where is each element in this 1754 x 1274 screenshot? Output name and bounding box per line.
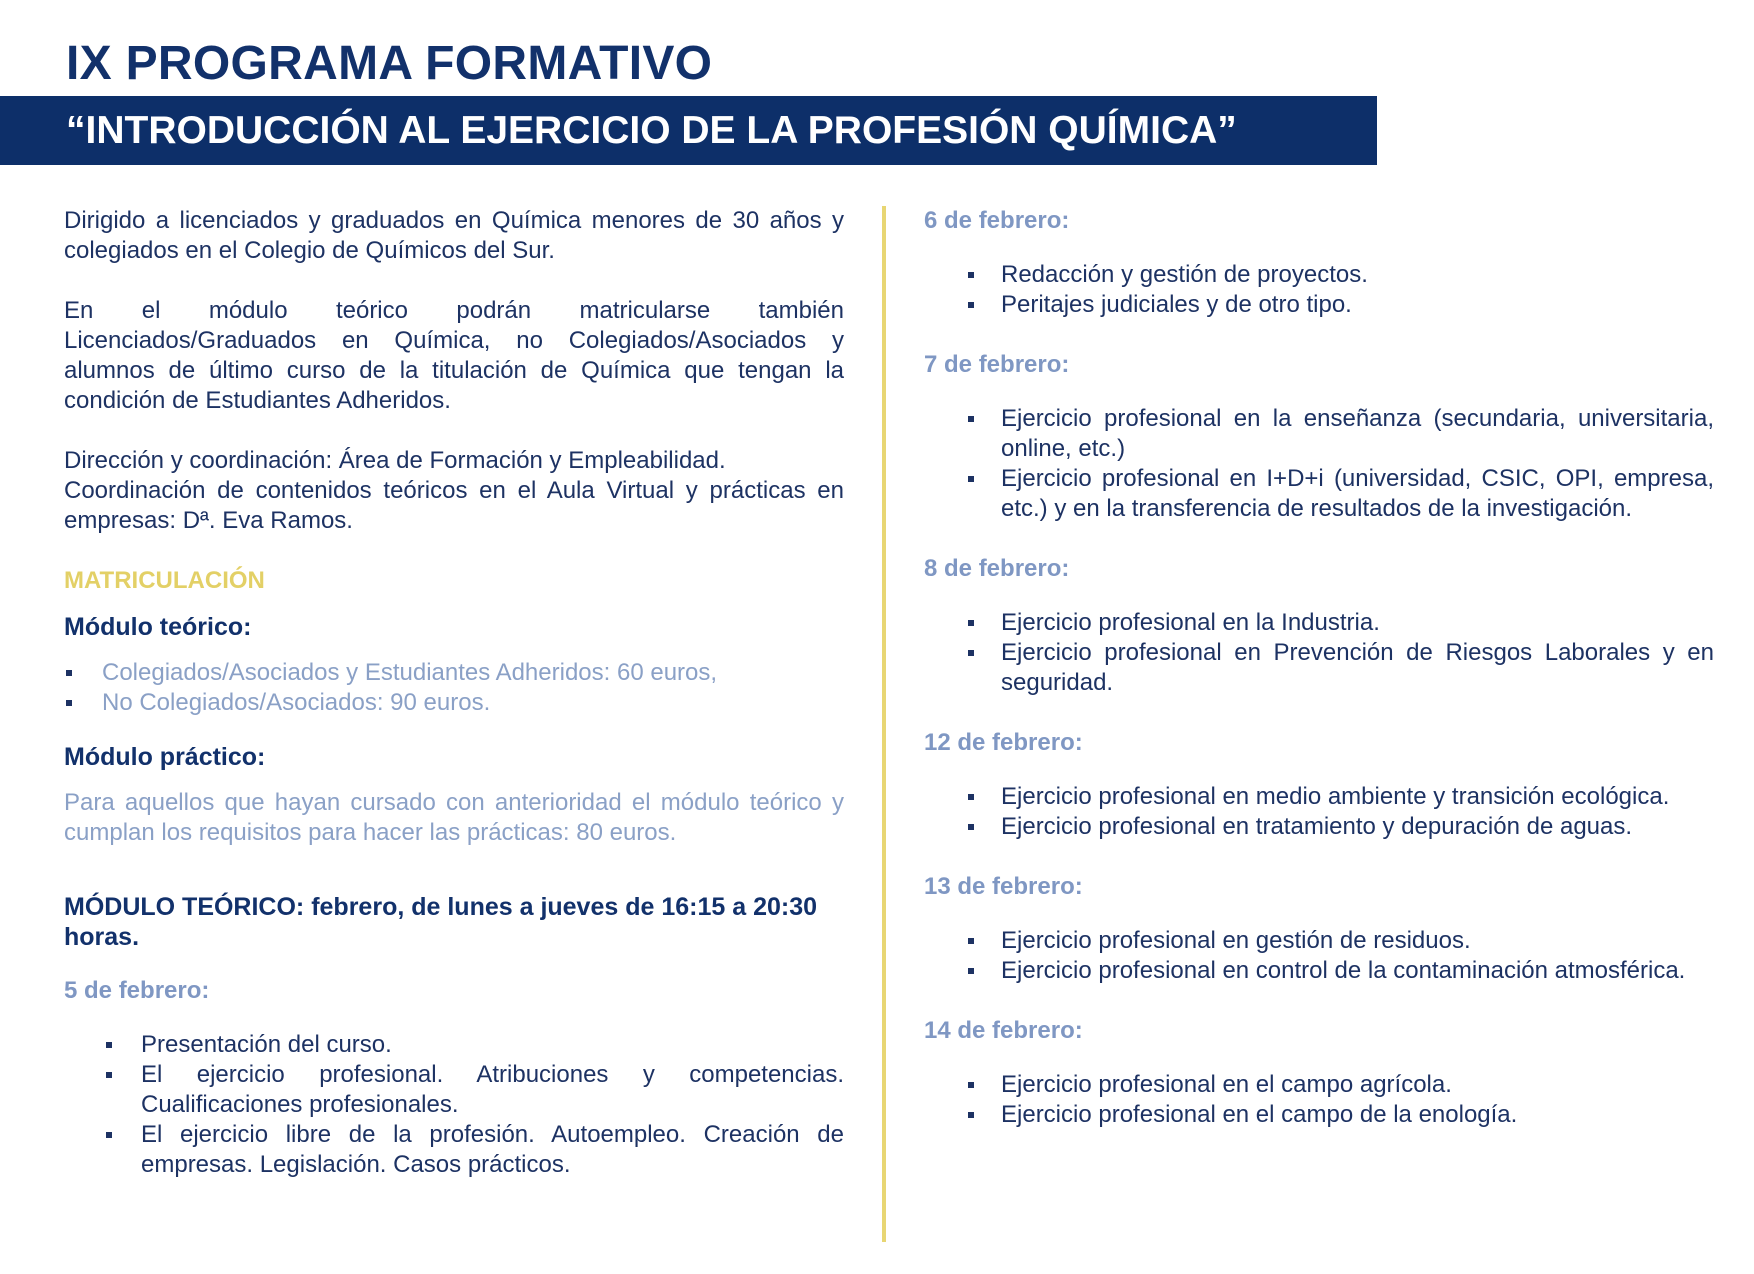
list-item: Ejercicio profesional en el campo agrícola. (924, 1070, 1714, 1100)
right-column (924, 206, 1714, 1130)
list-item: Ejercicio profesional en tratamiento y depuración de aguas. (924, 812, 1714, 842)
direction-text: Dirección y coordinación: Área de Formación y Empleabilidad. (64, 447, 726, 474)
day-items-feb-12 (924, 782, 1714, 842)
subtitle-banner: “INTRODUCCIÓN AL EJERCICIO DE LA PROFESIÓN QUÍMICA” (0, 96, 1377, 165)
day-heading-feb-5: 5 de febrero: (64, 977, 210, 1004)
bullet-icon (968, 650, 974, 656)
day-heading-feb-13: 13 de febrero: (924, 873, 1083, 900)
list-item: Ejercicio profesional en medio ambiente y transición ecológica. (924, 782, 1714, 812)
bullet-icon (106, 1072, 112, 1078)
day-heading-feb-12: 12 de febrero: (924, 729, 1083, 756)
bullet-icon (968, 476, 974, 482)
practice-module-heading: Módulo práctico: (64, 743, 266, 771)
list-item: Ejercicio profesional en la Industria. (924, 608, 1714, 638)
intro-paragraph-1: Dirigido a licenciados y graduados en Química menores de 30 años y colegiados en el Colegio de Químicos del Sur. (64, 207, 844, 264)
bullet-icon (968, 302, 974, 308)
page-title: IX PROGRAMA FORMATIVO (66, 37, 713, 90)
day-items-feb-5 (64, 1030, 844, 1180)
theory-fees-list (64, 658, 844, 718)
bullet-icon (968, 824, 974, 830)
list-item: Ejercicio profesional en Prevención de Riesgos Laborales y en seguridad. (924, 638, 1714, 698)
list-item: Peritajes judiciales y de otro tipo. (924, 290, 1714, 320)
bullet-icon (968, 794, 974, 800)
bullet-icon (968, 968, 974, 974)
list-item: El ejercicio libre de la profesión. Autoempleo. Creación de empresas. Legislación. Casos prácticos. (64, 1120, 844, 1180)
list-item: Ejercicio profesional en la enseñanza (secundaria, universitaria, online, etc.) (924, 404, 1714, 464)
list-item: Ejercicio profesional en gestión de residuos. (924, 926, 1714, 956)
column-divider (882, 206, 886, 1242)
day-items-feb-6 (924, 260, 1714, 320)
coordination-text: Coordinación de contenidos teóricos en el Aula Virtual y prácticas en empresas: Dª. Eva Ramos. (64, 477, 844, 534)
list-item: Ejercicio profesional en I+D+i (universidad, CSIC, OPI, empresa, etc.) y en la transferencia de resultados de la investigación. (924, 464, 1714, 524)
bullet-icon (968, 272, 974, 278)
day-items-feb-8 (924, 608, 1714, 698)
bullet-icon (968, 1082, 974, 1088)
intro-paragraph-2: En el módulo teórico podrán matricularse también Licenciados/Graduados en Química, no Colegiados/Asociados y alumnos de último curso de la titulación de Química que tengan la condición de Estudiantes Adheridos. (64, 297, 844, 414)
list-item: Presentación del curso. (64, 1030, 844, 1060)
left-column (64, 206, 844, 1180)
bullet-icon (66, 700, 72, 706)
bullet-icon (66, 670, 72, 676)
bullet-icon (968, 620, 974, 626)
bullet-icon (968, 416, 974, 422)
day-items-feb-7 (924, 404, 1714, 524)
day-items-feb-14 (924, 1070, 1714, 1130)
day-heading-feb-6: 6 de febrero: (924, 207, 1070, 234)
list-item: El ejercicio profesional. Atribuciones y competencias. Cualificaciones profesionales. (64, 1060, 844, 1120)
day-heading-feb-14: 14 de febrero: (924, 1017, 1083, 1044)
fee-item: Colegiados/Asociados y Estudiantes Adheridos: 60 euros, (64, 658, 844, 688)
fee-item: No Colegiados/Asociados: 90 euros. (64, 688, 844, 718)
bullet-icon (106, 1132, 112, 1138)
list-item: Redacción y gestión de proyectos. (924, 260, 1714, 290)
list-item: Ejercicio profesional en el campo de la enología. (924, 1100, 1714, 1130)
bullet-icon (968, 1112, 974, 1118)
day-items-feb-13 (924, 926, 1714, 986)
day-heading-feb-8: 8 de febrero: (924, 555, 1070, 582)
day-heading-feb-7: 7 de febrero: (924, 351, 1070, 378)
list-item: Ejercicio profesional en control de la contaminación atmosférica. (924, 956, 1714, 986)
enrollment-heading: MATRICULACIÓN (64, 567, 265, 594)
bullet-icon (106, 1042, 112, 1048)
bullet-icon (968, 938, 974, 944)
theory-module-heading: Módulo teórico: (64, 613, 252, 641)
schedule-note: MÓDULO TEÓRICO: febrero, de lunes a jueves de 16:15 a 20:30 horas. (64, 893, 818, 951)
practice-module-text: Para aquellos que hayan cursado con anterioridad el módulo teórico y cumplan los requisitos para hacer las prácticas: 80 euros. (64, 789, 844, 846)
